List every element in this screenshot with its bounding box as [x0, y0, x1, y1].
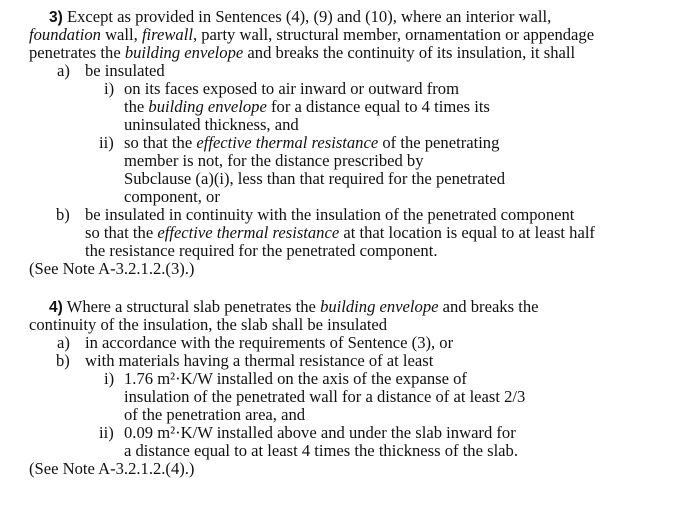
- sentence-4-line-2: continuity of the insulation, the slab shall be insulated: [29, 315, 388, 334]
- sentence-text: and breaks the: [438, 297, 539, 316]
- sentence-text: and breaks the continuity of its insulation, it shall: [243, 43, 576, 62]
- clause-b-label: b): [56, 351, 70, 370]
- subclause-i-line-2: insulation of the penetrated wall for a distance of at least 2/3: [124, 387, 526, 406]
- subclause-ii-label: ii): [99, 423, 114, 442]
- subclause-i-line-1: 1.76 m²·K/W installed on the axis of the expanse of: [124, 369, 467, 388]
- sentence-number: 3): [49, 9, 63, 26]
- subclause-ii-label: ii): [99, 133, 114, 152]
- sentence-text: Except as provided in Sentences (4), (9) and (10), where an interior wall,: [66, 7, 552, 26]
- subclause-i-line-1: on its faces exposed to air inward or outward from: [124, 79, 460, 98]
- sentence-text: , party wall, structural member, ornamentation or appendage: [192, 25, 595, 44]
- sentence-4-line-1: [49, 298, 538, 316]
- clause-b-line-2: [85, 224, 595, 241]
- sentence-3-line-1: [49, 8, 551, 26]
- defined-term: building envelope: [148, 97, 267, 116]
- clause-b-line-3: the resistance required for the penetrated component.: [85, 241, 438, 260]
- clause-a-text: be insulated: [85, 61, 165, 80]
- clause-a-label: a): [57, 333, 70, 352]
- defined-term: effective thermal resistance: [157, 223, 340, 242]
- subclause-ii-line-1: [124, 134, 499, 151]
- subclause-ii-line-2: member is not, for the distance prescribed by: [124, 151, 424, 170]
- clause-b-text: with materials having a thermal resistance of at least: [85, 351, 434, 370]
- sentence-number: 4): [49, 299, 63, 316]
- subclause-ii-line-1: 0.09 m²·K/W installed above and under the slab inward for: [124, 423, 516, 442]
- sentence-3-line-2: [29, 26, 594, 43]
- sentence-3-line-3: [29, 44, 575, 61]
- clause-text: the: [124, 97, 149, 116]
- clause-a-text: in accordance with the requirements of Sentence (3), or: [85, 333, 454, 352]
- defined-term: firewall: [141, 25, 193, 44]
- sentence-text: wall,: [100, 25, 142, 44]
- clause-b-line-1: be insulated in continuity with the insulation of the penetrated component: [85, 205, 575, 224]
- clause-text: for a distance equal to 4 times its: [266, 97, 490, 116]
- subclause-ii-line-4: component, or: [124, 187, 220, 206]
- clause-b-label: b): [56, 205, 70, 224]
- subclause-i-label: i): [104, 369, 115, 388]
- clause-text: so that the: [85, 223, 158, 242]
- defined-term: building envelope: [124, 43, 244, 62]
- subclause-ii-line-2: a distance equal to at least 4 times the thickness of the slab.: [124, 441, 518, 460]
- subclause-ii-line-3: Subclause (a)(i), less than that required for the penetrated: [124, 169, 506, 188]
- defined-term: effective thermal resistance: [196, 133, 379, 152]
- note-reference: (See Note A-3.2.1.2.(3).): [29, 259, 195, 278]
- clause-text: so that the: [124, 133, 197, 152]
- defined-term: building envelope: [320, 297, 439, 316]
- subclause-i-line-2: [124, 98, 490, 115]
- clause-text: of the penetrating: [378, 133, 500, 152]
- subclause-i-line-3: uninsulated thickness, and: [124, 115, 299, 134]
- subclause-i-label: i): [104, 79, 115, 98]
- clause-text: at that location is equal to at least half: [339, 223, 595, 242]
- note-reference: (See Note A-3.2.1.2.(4).): [29, 459, 195, 478]
- defined-term: foundation: [29, 25, 101, 44]
- sentence-text: penetrates the: [29, 43, 125, 62]
- sentence-text: Where a structural slab penetrates the: [66, 297, 321, 316]
- subclause-i-line-3: of the penetration area, and: [124, 405, 306, 424]
- clause-a-label: a): [57, 61, 70, 80]
